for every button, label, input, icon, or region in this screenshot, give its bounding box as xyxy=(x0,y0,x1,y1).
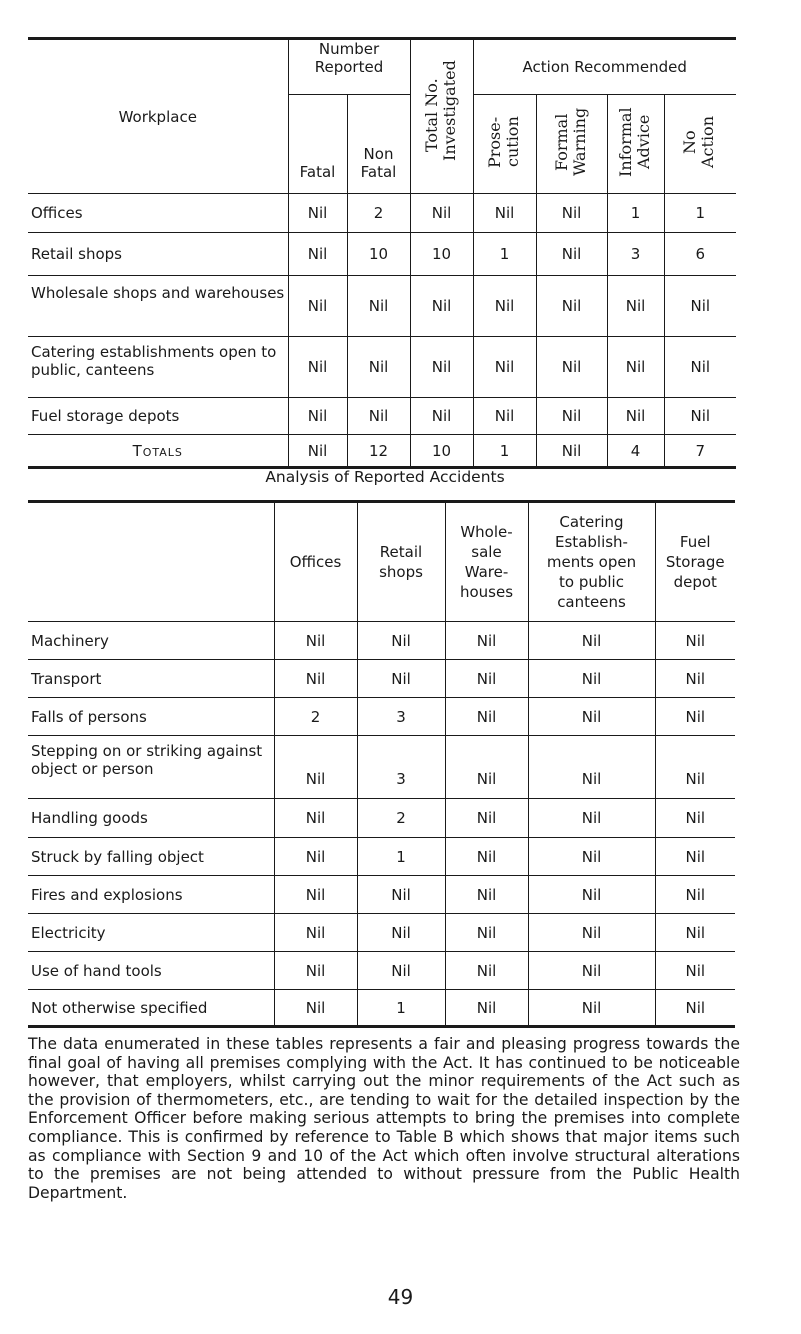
table-cell: Nil xyxy=(274,799,357,838)
table-row xyxy=(28,952,735,990)
total-investigated-header xyxy=(410,39,473,194)
row-label: Falls of persons xyxy=(28,698,274,736)
row-label: Offices xyxy=(28,194,288,233)
table-cell: Nil xyxy=(528,698,655,736)
table-cell: Nil xyxy=(473,337,536,398)
table-cell: Nil xyxy=(528,799,655,838)
table-cell: Nil xyxy=(274,660,357,698)
row-label: Fuel storage depots xyxy=(28,398,288,435)
table-cell: 10 xyxy=(410,233,473,276)
corner-header xyxy=(28,502,274,622)
table-cell: Nil xyxy=(607,276,664,337)
table-cell: Nil xyxy=(473,194,536,233)
table-cell: Nil xyxy=(528,736,655,799)
table-cell: Nil xyxy=(445,838,528,876)
table-cell: Nil xyxy=(655,990,735,1027)
total-investigated-label: Total No. Investigated xyxy=(421,59,459,161)
table-row xyxy=(28,736,735,799)
table-cell: Nil xyxy=(664,398,736,435)
table-cell: Nil xyxy=(357,660,445,698)
table-row xyxy=(28,838,735,876)
table-row xyxy=(28,622,735,660)
table-cell: Nil xyxy=(445,876,528,914)
no-action-header xyxy=(664,95,736,194)
action-summary-table xyxy=(28,37,736,469)
table-cell: Nil xyxy=(664,337,736,398)
table-cell: Nil xyxy=(274,952,357,990)
offices-header: Offices xyxy=(274,502,357,622)
retail-shops-header: Retail shops xyxy=(357,502,445,622)
row-label: Retail shops xyxy=(28,233,288,276)
table-cell: Nil xyxy=(536,233,607,276)
table-cell: Nil xyxy=(528,952,655,990)
table-cell: Nil xyxy=(655,660,735,698)
table-row xyxy=(28,914,735,952)
table-cell: 1 xyxy=(607,194,664,233)
formal-warning-header xyxy=(536,95,607,194)
table-cell: 7 xyxy=(664,435,736,468)
totals-label: Totals xyxy=(28,435,288,468)
table-row xyxy=(28,233,736,276)
table-cell: 10 xyxy=(347,233,410,276)
wholesale-warehouses-header: Whole- sale Ware- houses xyxy=(445,502,528,622)
table-cell: Nil xyxy=(528,876,655,914)
workplace-header: Workplace xyxy=(28,39,288,194)
table-cell: Nil xyxy=(536,276,607,337)
table-cell: 1 xyxy=(473,435,536,468)
table-cell: Nil xyxy=(410,194,473,233)
table-row xyxy=(28,194,736,233)
table-cell: 3 xyxy=(607,233,664,276)
table-cell: 12 xyxy=(347,435,410,468)
page-number: 49 xyxy=(387,1285,414,1309)
catering-establishments-header: Catering Establish- ments open to public canteens xyxy=(528,502,655,622)
no-action-label: No Action xyxy=(680,116,718,168)
non-fatal-header: Non Fatal xyxy=(347,95,410,194)
table-cell: Nil xyxy=(473,398,536,435)
informal-advice-label: Informal Advice xyxy=(615,107,653,177)
fuel-storage-header: Fuel Storage depot xyxy=(655,502,735,622)
number-reported-header: Number Reported xyxy=(288,39,410,95)
accident-analysis-table xyxy=(28,500,735,1028)
table-cell: Nil xyxy=(274,876,357,914)
table-cell: Nil xyxy=(347,398,410,435)
table-cell: 10 xyxy=(410,435,473,468)
table-cell: Nil xyxy=(536,435,607,468)
table-cell: Nil xyxy=(536,398,607,435)
table-cell: Nil xyxy=(357,952,445,990)
table-cell: Nil xyxy=(445,698,528,736)
row-label: Handling goods xyxy=(28,799,274,838)
table-cell: Nil xyxy=(410,276,473,337)
table-cell: Nil xyxy=(274,990,357,1027)
table-cell: 4 xyxy=(607,435,664,468)
table-cell: 6 xyxy=(664,233,736,276)
table-cell: Nil xyxy=(288,194,347,233)
table-cell: 2 xyxy=(357,799,445,838)
table-cell: 2 xyxy=(274,698,357,736)
table-row xyxy=(28,990,735,1027)
table-cell: 3 xyxy=(357,698,445,736)
table-cell: Nil xyxy=(288,435,347,468)
table-cell: Nil xyxy=(655,952,735,990)
table-cell: Nil xyxy=(473,276,536,337)
table-row xyxy=(28,337,736,398)
table-cell: Nil xyxy=(274,914,357,952)
table-cell: Nil xyxy=(607,398,664,435)
row-label: Struck by falling object xyxy=(28,838,274,876)
table-cell: Nil xyxy=(357,876,445,914)
table-cell: Nil xyxy=(288,276,347,337)
action-recommended-header: Action Recommended xyxy=(473,39,736,95)
prosecution-header xyxy=(473,95,536,194)
table-cell: Nil xyxy=(357,914,445,952)
table-cell: 1 xyxy=(473,233,536,276)
table-cell: Nil xyxy=(655,799,735,838)
table-cell: Nil xyxy=(655,698,735,736)
table-row xyxy=(28,276,736,337)
table-cell: Nil xyxy=(274,736,357,799)
row-label: Fires and explosions xyxy=(28,876,274,914)
table-cell: Nil xyxy=(445,660,528,698)
table-cell: Nil xyxy=(528,990,655,1027)
formal-warning-label: Formal Warning xyxy=(551,107,589,177)
table-cell: Nil xyxy=(655,736,735,799)
body-paragraph: The data enumerated in these tables represents a fair and pleasing progress towards the final goal of having all premises complying with the Act. It has continued to be noticeable however, that employers, whilst carrying out the minor requirements of the Act such as the provision of thermometers, etc., are tending to wait for the detailed inspection by the Enforcement Officer before making serious attempts to bring the premises into complete compliance. This is confirmed by reference to Table B which shows that major items such as compliance with Section 9 and 10 of the Act which often involve structural alterations to the premises are not being attended to without pressure from the Public Health Department. xyxy=(28,1035,740,1202)
row-label: Use of hand tools xyxy=(28,952,274,990)
table-cell: Nil xyxy=(655,622,735,660)
fatal-header: Fatal xyxy=(288,95,347,194)
table-cell: Nil xyxy=(410,398,473,435)
table-cell: Nil xyxy=(655,838,735,876)
table-row xyxy=(28,698,735,736)
table-row xyxy=(28,799,735,838)
table-cell: Nil xyxy=(347,276,410,337)
table-cell: Nil xyxy=(655,876,735,914)
table-cell: Nil xyxy=(445,736,528,799)
row-label: Wholesale shops and warehouses xyxy=(28,276,288,337)
table-caption: Analysis of Reported Accidents xyxy=(265,468,505,486)
table-cell: Nil xyxy=(445,799,528,838)
row-label: Stepping on or striking against object or person xyxy=(28,736,274,799)
table-cell: Nil xyxy=(288,233,347,276)
table-cell: Nil xyxy=(528,622,655,660)
row-label: Transport xyxy=(28,660,274,698)
row-label: Electricity xyxy=(28,914,274,952)
table-cell: Nil xyxy=(445,990,528,1027)
totals-row xyxy=(28,435,736,468)
table-cell: 1 xyxy=(357,990,445,1027)
table-cell: Nil xyxy=(528,838,655,876)
table-cell: Nil xyxy=(664,276,736,337)
table-cell: 2 xyxy=(347,194,410,233)
table-cell: Nil xyxy=(410,337,473,398)
prosecution-label: Prose- cution xyxy=(484,116,522,168)
table-cell: 1 xyxy=(664,194,736,233)
row-label: Not otherwise specified xyxy=(28,990,274,1027)
row-label: Machinery xyxy=(28,622,274,660)
table-cell: Nil xyxy=(288,398,347,435)
table-cell: 1 xyxy=(357,838,445,876)
table-cell: Nil xyxy=(288,337,347,398)
table-cell: Nil xyxy=(607,337,664,398)
table-cell: Nil xyxy=(528,914,655,952)
table-cell: Nil xyxy=(274,622,357,660)
table-cell: Nil xyxy=(357,622,445,660)
table-row xyxy=(28,398,736,435)
table-cell: Nil xyxy=(445,914,528,952)
table-row xyxy=(28,660,735,698)
table-cell: Nil xyxy=(445,622,528,660)
table-cell: Nil xyxy=(528,660,655,698)
informal-advice-header xyxy=(607,95,664,194)
table-cell: Nil xyxy=(655,914,735,952)
table-cell: Nil xyxy=(347,337,410,398)
table-cell: 3 xyxy=(357,736,445,799)
row-label: Catering establishments open to public, canteens xyxy=(28,337,288,398)
table-cell: Nil xyxy=(536,337,607,398)
table-cell: Nil xyxy=(445,952,528,990)
table-row xyxy=(28,876,735,914)
table-cell: Nil xyxy=(274,838,357,876)
table-cell: Nil xyxy=(536,194,607,233)
